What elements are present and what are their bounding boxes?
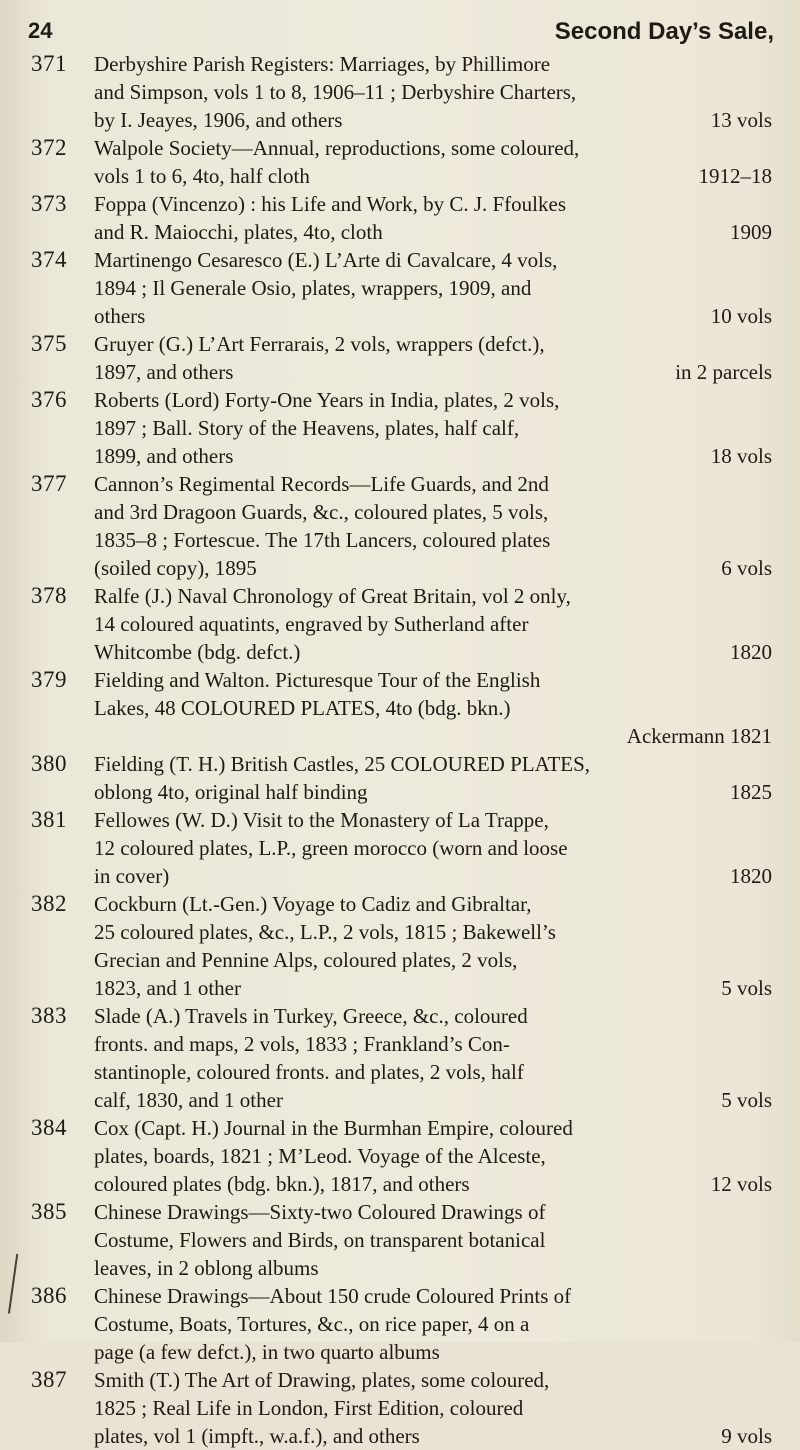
- lot-text-line: 1825 ; Real Life in London, First Edition, coloured: [94, 1396, 524, 1420]
- lot-publisher-date: Ackermann 1821: [626, 724, 772, 748]
- lot-entry: [0, 246, 800, 330]
- lot-final-line: [94, 862, 772, 890]
- page-header: [28, 18, 774, 48]
- lot-entry: [0, 890, 800, 1002]
- lot-text-line: leaves, in 2 oblong albums: [94, 1256, 319, 1280]
- lot-text-line: Fellowes (W. D.) Visit to the Monastery of La Trappe,: [94, 808, 549, 832]
- lot-text-line: Costume, Flowers and Birds, on transparent botanical: [94, 1228, 546, 1252]
- lot-text-line: 14 coloured aquatints, engraved by Sutherland after: [94, 612, 529, 636]
- lot-final-text: vols 1 to 6, 4to, half cloth: [94, 164, 310, 188]
- lot-final-text: in cover): [94, 864, 170, 888]
- lot-description: [94, 246, 772, 330]
- lot-text-line: 25 coloured plates, &c., L.P., 2 vols, 1815 ; Bakewell’s: [94, 920, 556, 944]
- lot-final-text: by I. Jeayes, 1906, and others: [94, 108, 343, 132]
- lot-final-text: calf, 1830, and 1 other: [94, 1088, 283, 1112]
- lot-number: 375: [31, 331, 67, 356]
- lot-number: 387: [31, 1367, 67, 1392]
- lot-number: 384: [31, 1115, 67, 1140]
- lot-final-line: [94, 442, 772, 470]
- lot-description: [94, 386, 772, 470]
- lot-entry: [0, 806, 800, 890]
- lot-text-line: plates, boards, 1821 ; M’Leod. Voyage of the Alceste,: [94, 1144, 546, 1168]
- lot-number: 374: [31, 247, 67, 272]
- lot-final-text: plates, vol 1 (impft., w.a.f.), and others: [94, 1424, 420, 1448]
- lot-text-line: Fielding and Walton. Picturesque Tour of the English: [94, 668, 541, 692]
- lot-quantity: 1909: [730, 220, 772, 244]
- lot-final-line: [94, 106, 772, 134]
- lot-quantity: 1820: [730, 640, 772, 664]
- lot-entry: [0, 1282, 800, 1366]
- lot-description: [94, 1366, 772, 1450]
- lot-quantity: 13 vols: [710, 108, 772, 132]
- lot-quantity: 18 vols: [710, 444, 772, 468]
- lot-number: 376: [31, 387, 67, 412]
- lot-entry: [0, 1002, 800, 1114]
- lot-text-line: Slade (A.) Travels in Turkey, Greece, &c., coloured: [94, 1004, 528, 1028]
- lot-number: 386: [31, 1283, 67, 1308]
- lot-number: 385: [31, 1199, 67, 1224]
- lot-number: 382: [31, 891, 67, 916]
- lot-text-line: Grecian and Pennine Alps, coloured plates, 2 vols,: [94, 948, 518, 972]
- lot-description: [94, 50, 772, 134]
- lot-text-line: Foppa (Vincenzo) : his Life and Work, by C. J. Ffoulkes: [94, 192, 567, 216]
- lot-number: 380: [31, 751, 67, 776]
- page-number: 24: [28, 18, 53, 43]
- lot-description: [94, 1282, 772, 1366]
- lot-text-line: Chinese Drawings—Sixty-two Coloured Drawings of: [94, 1200, 546, 1224]
- lot-number: 378: [31, 583, 67, 608]
- lot-final-text: coloured plates (bdg. bkn.), 1817, and others: [94, 1172, 470, 1196]
- lot-description: [94, 1198, 772, 1282]
- lot-quantity: 1825: [730, 780, 772, 804]
- lot-final-line: [94, 974, 772, 1002]
- lot-description: [94, 190, 772, 246]
- lot-list: [0, 50, 800, 1450]
- lot-text-line: and 3rd Dragoon Guards, &c., coloured plates, 5 vols,: [94, 500, 549, 524]
- lot-text-line: Ralfe (J.) Naval Chronology of Great Britain, vol 2 only,: [94, 584, 571, 608]
- lot-text-line: 1835–8 ; Fortescue. The 17th Lancers, coloured plates: [94, 528, 551, 552]
- lot-text-line: Fielding (T. H.) British Castles, 25 COLOURED PLATES,: [94, 752, 591, 776]
- lot-number: 373: [31, 191, 67, 216]
- lot-entry: [0, 666, 800, 750]
- lot-text-line: Costume, Boats, Tortures, &c., on rice paper, 4 on a: [94, 1312, 530, 1336]
- lot-entry: [0, 50, 800, 134]
- lot-description: [94, 330, 772, 386]
- lot-final-text: (soiled copy), 1895: [94, 556, 257, 580]
- lot-number: 383: [31, 1003, 67, 1028]
- lot-quantity: in 2 parcels: [675, 360, 772, 384]
- lot-description: [94, 750, 772, 806]
- lot-final-text: others: [94, 304, 146, 328]
- lot-final-line: [94, 778, 772, 806]
- lot-final-text: oblong 4to, original half binding: [94, 780, 368, 804]
- lot-text-line: 1897 ; Ball. Story of the Heavens, plates, half calf,: [94, 416, 520, 440]
- lot-entry: [0, 330, 800, 386]
- running-title: Second Day’s Sale,: [554, 18, 774, 45]
- lot-final-line: [94, 302, 772, 330]
- lot-final-text: 1897, and others: [94, 360, 234, 384]
- lot-text-line: Derbyshire Parish Registers: Marriages, by Phillimore: [94, 52, 551, 76]
- lot-entry: [0, 1114, 800, 1198]
- lot-description: [94, 666, 772, 750]
- lot-quantity: 6 vols: [721, 556, 772, 580]
- lot-text-line: Lakes, 48 COLOURED PLATES, 4to (bdg. bkn.): [94, 696, 511, 720]
- lot-text-line: Gruyer (G.) L’Art Ferrarais, 2 vols, wrappers (defct.),: [94, 332, 545, 356]
- lot-number: 379: [31, 667, 67, 692]
- lot-text-line: Cox (Capt. H.) Journal in the Burmhan Empire, coloured: [94, 1116, 573, 1140]
- lot-text-line: Cockburn (Lt.-Gen.) Voyage to Cadiz and Gibraltar,: [94, 892, 532, 916]
- lot-final-line: [94, 162, 772, 190]
- lot-quantity: 1820: [730, 864, 772, 888]
- lot-final-line: [94, 358, 772, 386]
- lot-number: 381: [31, 807, 67, 832]
- lot-text-line: Smith (T.) The Art of Drawing, plates, some coloured,: [94, 1368, 550, 1392]
- lot-description: [94, 890, 772, 1002]
- lot-text-line: Walpole Society—Annual, reproductions, some coloured,: [94, 136, 580, 160]
- lot-quantity: 12 vols: [710, 1172, 772, 1196]
- lot-entry: [0, 386, 800, 470]
- lot-text-line: Martinengo Cesaresco (E.) L’Arte di Cavalcare, 4 vols,: [94, 248, 558, 272]
- lot-final-text: 1823, and 1 other: [94, 976, 241, 1000]
- lot-text-line: stantinople, coloured fronts. and plates, 2 vols, half: [94, 1060, 524, 1084]
- lot-quantity: 1912–18: [698, 164, 772, 188]
- lot-text-line: Cannon’s Regimental Records—Life Guards, and 2nd: [94, 472, 549, 496]
- lot-description: [94, 470, 772, 582]
- lot-entry: [0, 470, 800, 582]
- lot-quantity: 9 vols: [721, 1424, 772, 1448]
- lot-quantity: 5 vols: [721, 976, 772, 1000]
- lot-text-line: and Simpson, vols 1 to 8, 1906–11 ; Derbyshire Charters,: [94, 80, 577, 104]
- lot-final-line: [94, 1422, 772, 1450]
- lot-quantity: 5 vols: [721, 1088, 772, 1112]
- lot-final-line: [94, 638, 772, 666]
- lot-text-line: fronts. and maps, 2 vols, 1833 ; Frankland’s Con-: [94, 1032, 510, 1056]
- lot-final-line: [94, 1170, 772, 1198]
- lot-entry: [0, 134, 800, 190]
- lot-text-line: 12 coloured plates, L.P., green morocco (worn and loose: [94, 836, 568, 860]
- lot-text-line: Roberts (Lord) Forty-One Years in India, plates, 2 vols,: [94, 388, 560, 412]
- lot-final-line: [94, 1086, 772, 1114]
- lot-description: [94, 1114, 772, 1198]
- lot-entry: [0, 190, 800, 246]
- lot-description: [94, 134, 772, 190]
- lot-entry: [0, 1366, 800, 1450]
- lot-text-line: Chinese Drawings—About 150 crude Coloured Prints of: [94, 1284, 572, 1308]
- lot-description: [94, 1002, 772, 1114]
- lot-description: [94, 582, 772, 666]
- lot-entry: [0, 582, 800, 666]
- lot-text-line: page (a few defct.), in two quarto albums: [94, 1340, 440, 1364]
- lot-quantity: 10 vols: [710, 304, 772, 328]
- lot-final-text: 1899, and others: [94, 444, 234, 468]
- lot-description: [94, 806, 772, 890]
- lot-text-line: 1894 ; Il Generale Osio, plates, wrappers, 1909, and: [94, 276, 532, 300]
- lot-number: 371: [31, 51, 67, 76]
- lot-number: 372: [31, 135, 67, 160]
- lot-final-line: [94, 218, 772, 246]
- lot-entry: [0, 750, 800, 806]
- lot-final-text: and R. Maiocchi, plates, 4to, cloth: [94, 220, 383, 244]
- lot-final-text: Whitcombe (bdg. defct.): [94, 640, 301, 664]
- lot-entry: [0, 1198, 800, 1282]
- lot-final-line: [94, 554, 772, 582]
- lot-number: 377: [31, 471, 67, 496]
